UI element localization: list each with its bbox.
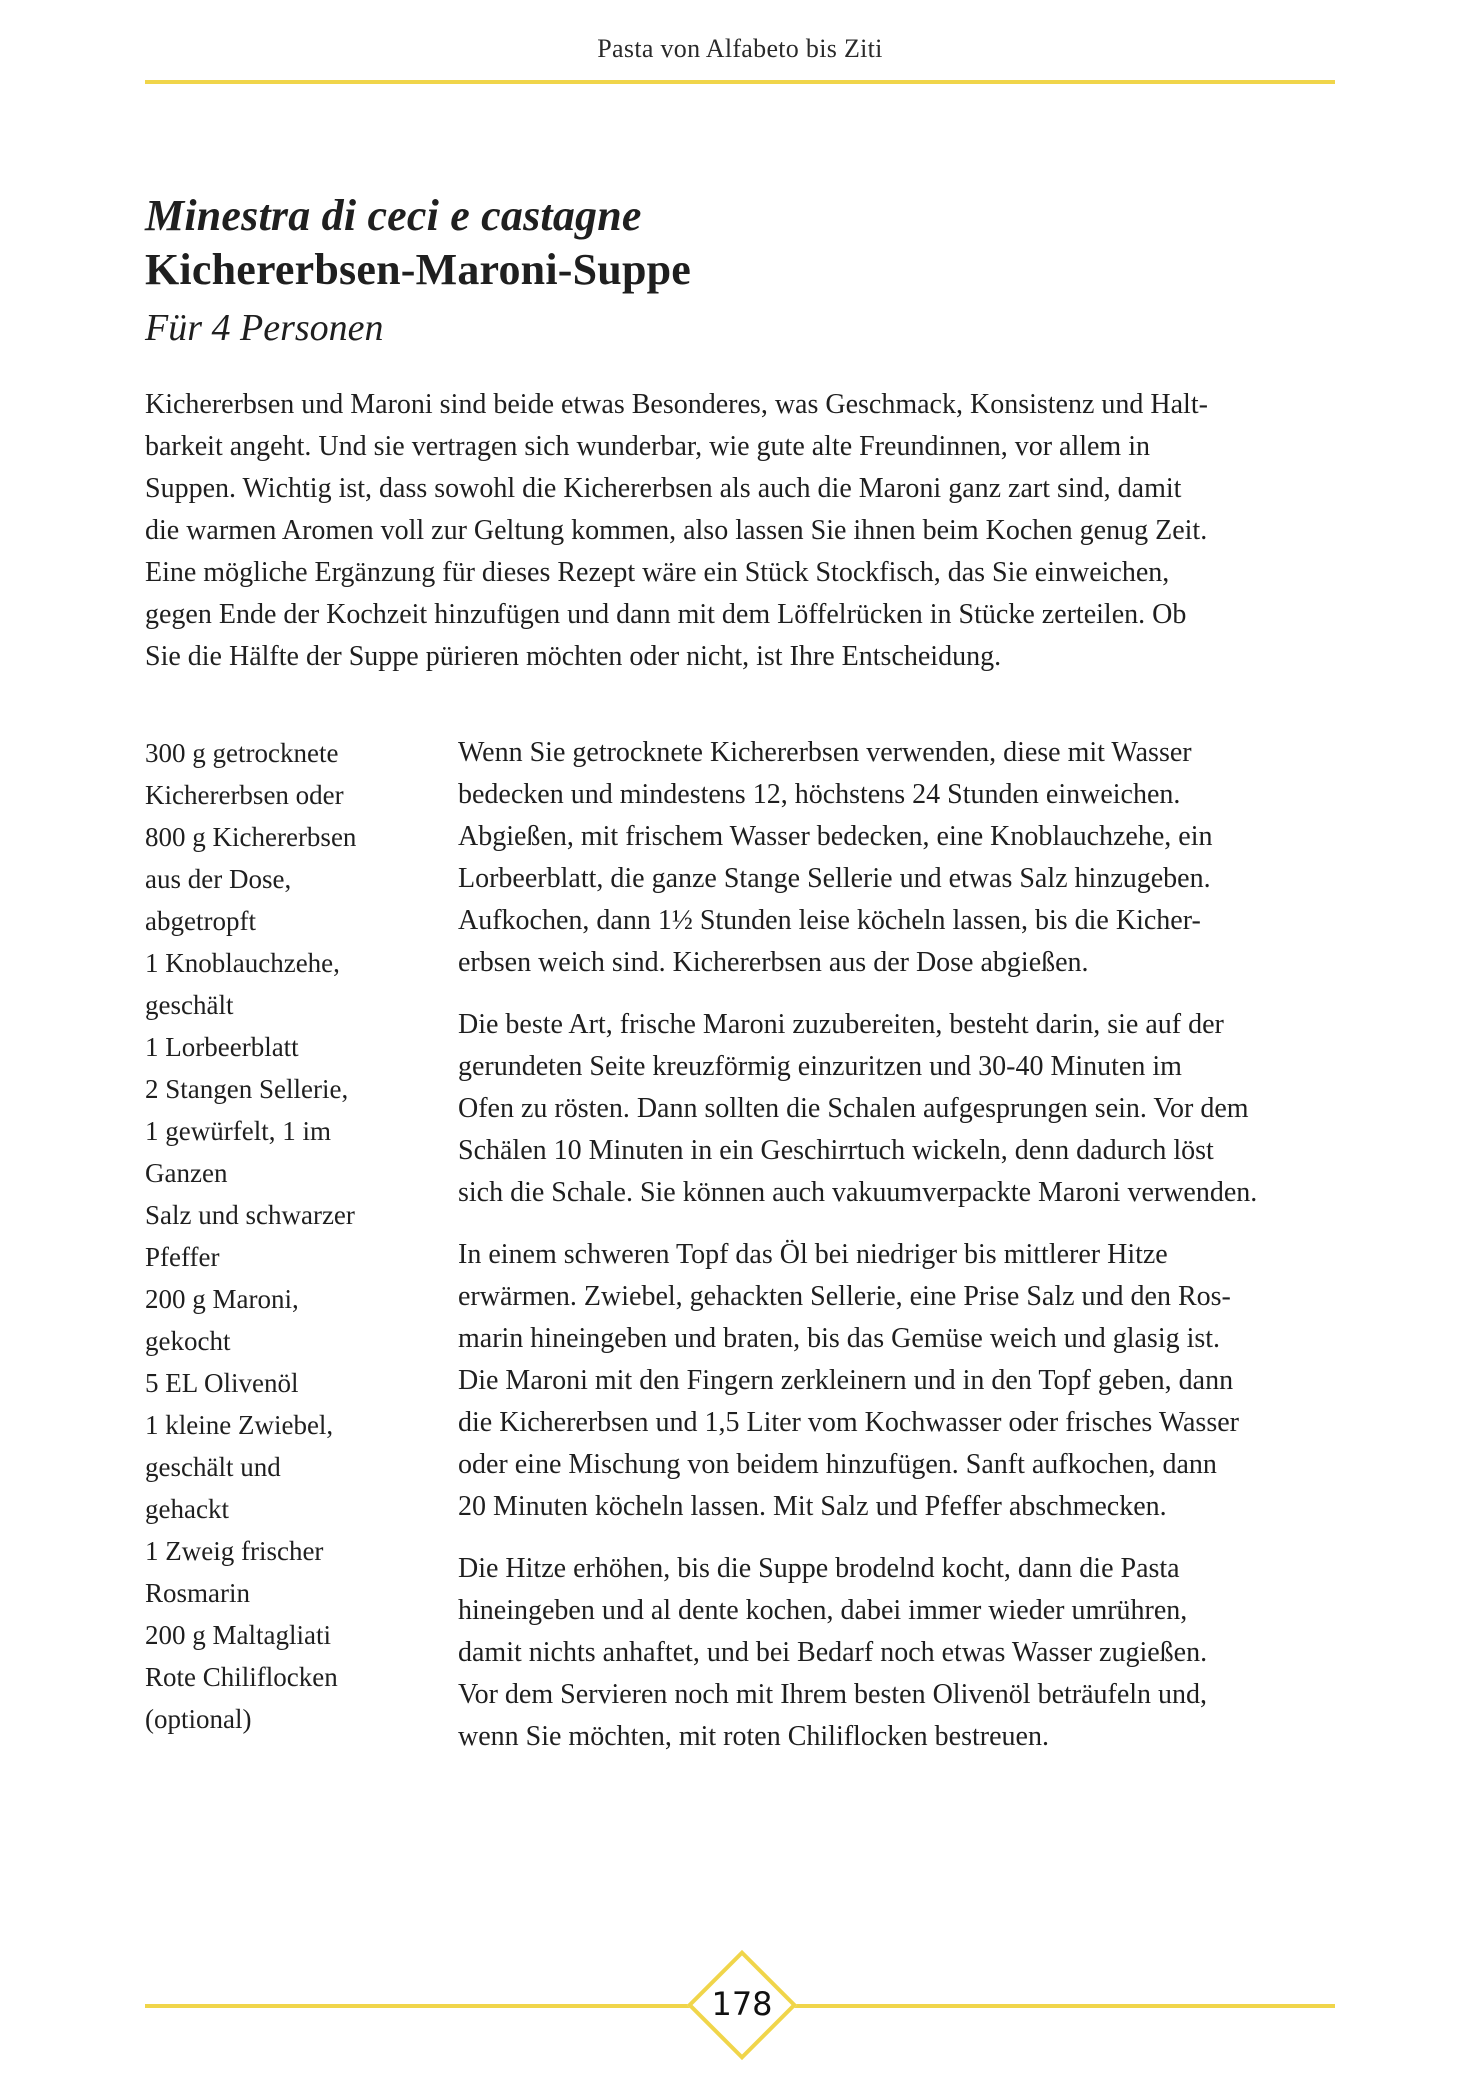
ingredient-item (145, 1404, 435, 1530)
method-step (458, 1004, 1340, 1214)
ingredient-line: Salz und schwarzer (145, 1200, 355, 1230)
header-divider (145, 80, 1335, 84)
method-line: Wenn Sie getrocknete Kichererbsen verwenden, diese mit Wasser (458, 737, 1192, 768)
ingredient-line: Rosmarin (145, 1578, 250, 1608)
method-line: hineingeben und al dente kochen, dabei immer wieder umrühren, (458, 1595, 1188, 1626)
ingredient-item (145, 1614, 435, 1656)
ingredient-line: 800 g Kichererbsen (145, 822, 357, 852)
ingredient-line: Pfeffer (145, 1242, 220, 1272)
method-line: wenn Sie möchten, mit roten Chiliflocken bestreuen. (458, 1721, 1049, 1752)
intro-line: Kichererbsen und Maroni sind beide etwas Besonderes, was Geschmack, Konsistenz und Halt- (145, 389, 1208, 420)
method-line: marin hineingeben und braten, bis das Gemüse weich und glasig ist. (458, 1323, 1221, 1354)
ingredient-line: gehackt (145, 1494, 229, 1524)
method-line: In einem schweren Topf das Öl bei niedriger bis mittlerer Hitze (458, 1239, 1168, 1270)
footer-divider-right (790, 2004, 1335, 2008)
method-line: Die beste Art, frische Maroni zuzubereiten, besteht darin, sie auf der (458, 1009, 1224, 1040)
ingredient-line: 1 kleine Zwiebel, (145, 1410, 334, 1440)
method-line: Schälen 10 Minuten in ein Geschirrtuch wickeln, denn dadurch löst (458, 1135, 1214, 1166)
ingredient-line: 200 g Maltagliati (145, 1620, 331, 1650)
intro-line: gegen Ende der Kochzeit hinzufügen und dann mit dem Löffelrücken in Stücke zerteilen. Ob (145, 599, 1187, 630)
method-line: Vor dem Servieren noch mit Ihrem besten Olivenöl beträufeln und, (458, 1679, 1208, 1710)
method-line: die Kichererbsen und 1,5 Liter vom Kochwasser oder frisches Wasser (458, 1407, 1239, 1438)
ingredient-line: 1 Lorbeerblatt (145, 1032, 299, 1062)
ingredient-line: (optional) (145, 1704, 252, 1734)
ingredient-line: Kichererbsen oder (145, 780, 344, 810)
method-line: Aufkochen, dann 1½ Stunden leise köcheln lassen, bis die Kicher- (458, 905, 1201, 936)
method-line: Lorbeerblatt, die ganze Stange Sellerie und etwas Salz hinzugeben. (458, 863, 1211, 894)
method-line: Abgießen, mit frischem Wasser bedecken, eine Knoblauchzehe, ein (458, 821, 1213, 852)
recipe-servings: Für 4 Personen (145, 307, 384, 349)
method-step (458, 1548, 1340, 1758)
intro-line: Eine mögliche Ergänzung für dieses Rezept wäre ein Stück Stockfisch, das Sie einweichen, (145, 557, 1170, 588)
method-steps (458, 732, 1340, 1778)
method-line: Ofen zu rösten. Dann sollten die Schalen aufgesprungen sein. Vor dem (458, 1093, 1249, 1124)
intro-line: die warmen Aromen voll zur Geltung kommen, also lassen Sie ihnen beim Kochen genug Zeit. (145, 515, 1208, 546)
ingredient-line: geschält (145, 990, 234, 1020)
intro-line: barkeit angeht. Und sie vertragen sich wunderbar, wie gute alte Freundinnen, vor allem in (145, 431, 1150, 462)
method-line: 20 Minuten köcheln lassen. Mit Salz und Pfeffer abschmecken. (458, 1491, 1167, 1522)
ingredient-item (145, 816, 435, 942)
ingredient-line: Ganzen (145, 1158, 228, 1188)
ingredient-line: 1 Knoblauchzehe, (145, 948, 340, 978)
ingredient-item (145, 1362, 435, 1404)
method-line: damit nichts anhaftet, und bei Bedarf noch etwas Wasser zugießen. (458, 1637, 1208, 1668)
ingredient-item (145, 1656, 435, 1740)
ingredient-item (145, 1530, 435, 1614)
ingredient-line: gekocht (145, 1326, 231, 1356)
ingredient-item (145, 942, 435, 1026)
ingredient-item (145, 1194, 435, 1278)
method-step (458, 1234, 1340, 1528)
ingredient-line: aus der Dose, (145, 864, 292, 894)
recipe-title-german: Kichererbsen-Maroni-Suppe (145, 245, 692, 294)
method-line: erbsen weich sind. Kichererbsen aus der Dose abgießen. (458, 947, 1089, 978)
method-line: gerundeten Seite kreuzförmig einzuritzen und 30-40 Minuten im (458, 1051, 1182, 1082)
method-line: bedecken und mindestens 12, höchstens 24 Stunden einweichen. (458, 779, 1181, 810)
intro-line: Suppen. Wichtig ist, dass sowohl die Kichererbsen als auch die Maroni ganz zart sind, damit (145, 473, 1182, 504)
method-line: sich die Schale. Sie können auch vakuumverpackte Maroni verwenden. (458, 1177, 1258, 1208)
running-head: Pasta von Alfabeto bis Ziti (597, 34, 883, 63)
footer-divider-left (145, 2004, 693, 2008)
ingredient-line: 1 Zweig frischer (145, 1536, 324, 1566)
recipe-intro (145, 384, 1337, 678)
ingredient-item (145, 732, 435, 816)
page-number: 178 (711, 1985, 773, 2023)
recipe-title-italian: Minestra di ceci e castagne (145, 191, 642, 240)
ingredient-line: 300 g getrocknete (145, 738, 339, 768)
ingredient-line: abgetropft (145, 906, 256, 936)
ingredient-line: 5 EL Olivenöl (145, 1368, 299, 1398)
method-line: Die Hitze erhöhen, bis die Suppe brodelnd kocht, dann die Pasta (458, 1553, 1180, 1584)
ingredient-line: geschält und (145, 1452, 281, 1482)
ingredient-line: 200 g Maroni, (145, 1284, 299, 1314)
method-line: erwärmen. Zwiebel, gehackten Sellerie, eine Prise Salz und den Ros- (458, 1281, 1231, 1312)
method-line: oder eine Mischung von beidem hinzufügen. Sanft aufkochen, dann (458, 1449, 1217, 1480)
ingredient-item (145, 1278, 435, 1362)
ingredient-list (145, 732, 435, 1740)
method-line: Die Maroni mit den Fingern zerkleinern und in den Topf geben, dann (458, 1365, 1234, 1396)
ingredient-line: 1 gewürfelt, 1 im (145, 1116, 331, 1146)
method-step (458, 732, 1340, 984)
ingredient-item (145, 1026, 435, 1068)
ingredient-line: 2 Stangen Sellerie, (145, 1074, 349, 1104)
ingredient-line: Rote Chiliflocken (145, 1662, 338, 1692)
intro-line: Sie die Hälfte der Suppe pürieren möchten oder nicht, ist Ihre Entscheidung. (145, 641, 1002, 672)
ingredient-item (145, 1068, 435, 1194)
